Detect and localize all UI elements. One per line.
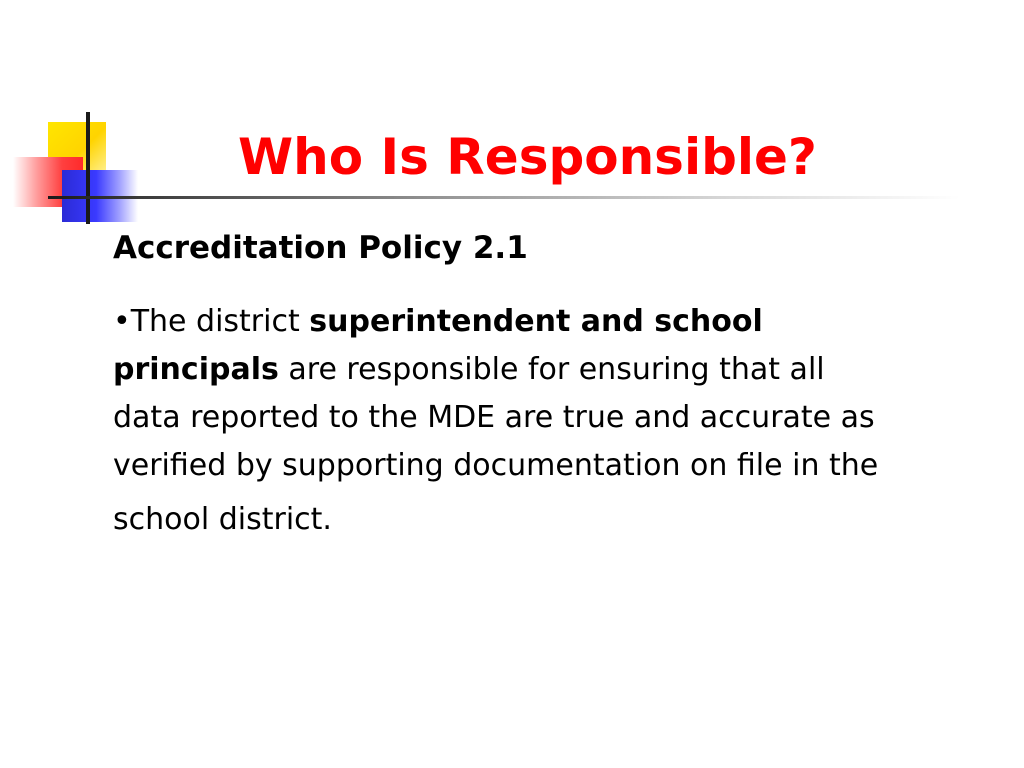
title-underline-rule — [48, 196, 960, 199]
bullet-line-4: verified by supporting documentation on file in the — [113, 448, 879, 483]
slide-title: Who Is Responsible? — [238, 128, 817, 186]
bullet-line-3: data reported to the MDE are true and accurate as — [113, 400, 875, 435]
bullet-text-start: The district — [130, 304, 310, 339]
vertical-rule — [86, 112, 90, 224]
bullet-emphasis-1: superintendent and school — [309, 304, 763, 339]
bullet-line-5: school district. — [113, 502, 332, 537]
policy-heading: Accreditation Policy 2.1 — [113, 230, 528, 266]
bullet-line-1 — [113, 298, 1013, 346]
corner-logo-graphic — [0, 0, 200, 240]
bullet-emphasis-2: principals — [113, 352, 279, 387]
bullet-marker: • — [113, 304, 131, 339]
slide-body — [113, 222, 1013, 544]
bullet-paragraph — [113, 298, 1013, 544]
bullet-line-2 — [113, 346, 1013, 394]
bullet-text-2: are responsible for ensuring that all — [278, 352, 825, 387]
